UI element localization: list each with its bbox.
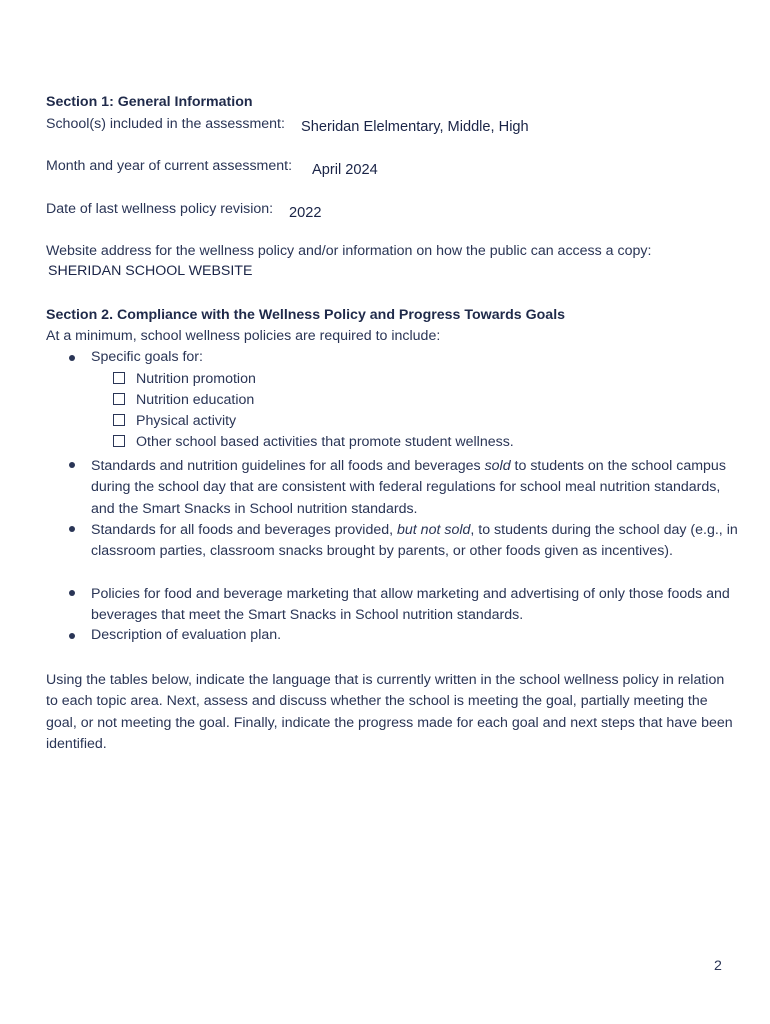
bullet3-emphasis: but not sold: [397, 522, 471, 538]
section2-intro: At a minimum, school wellness policies are required to include:: [46, 328, 441, 344]
checkbox-nutrition-education[interactable]: [113, 393, 125, 405]
website-field[interactable]: SHERIDAN SCHOOL WEBSITE: [48, 263, 253, 279]
bullet-specific-goals: Specific goals for:: [91, 349, 203, 365]
bullet-dot: [69, 462, 75, 468]
month-field[interactable]: April 2024: [312, 162, 378, 178]
page-number: 2: [714, 958, 722, 974]
goal-physical-activity: Physical activity: [136, 413, 237, 429]
bullet-dot: [69, 355, 75, 361]
goal-nutrition-promotion: Nutrition promotion: [136, 371, 256, 387]
instructions-paragraph: Using the tables below, indicate the language that is currently written in the school wellness policy in relation to each topic area. Next, assess and discuss whether the school is meeting the goal, partially meeting the goal, or not meeting the goal. Finally, indicate the progress made for each goal and next steps that have been identified.: [46, 672, 733, 752]
month-label: Month and year of current assessment:: [46, 158, 293, 174]
bullet-evaluation-plan: Description of evaluation plan.: [91, 627, 282, 643]
checkbox-physical-activity[interactable]: [113, 414, 125, 426]
bullet-dot: [69, 590, 75, 596]
revision-field[interactable]: 2022: [289, 205, 322, 221]
bullet2-text-b: to students on the school campus during the school day that are consistent with federal regulations for school meal nutrition standards, and the Smart Snacks in School nutrition standards.: [91, 458, 726, 517]
goal-other-activities: Other school based activities that promote student wellness.: [136, 434, 514, 450]
bullet2-emphasis: sold: [484, 458, 511, 474]
bullet3-text-b: , to students during the school day (e.g., in classroom parties, classroom snacks brought by parents, or other foods given as incentives).: [91, 522, 738, 560]
school-label: School(s) included in the assessment:: [46, 116, 285, 132]
bullet-dot: [69, 633, 75, 639]
revision-label: Date of last wellness policy revision:: [46, 201, 274, 217]
bullet-marketing-policies: Policies for food and beverage marketing that allow marketing and advertising of only those foods and beverages that meet the Smart Snacks in School nutrition standards.: [91, 586, 730, 624]
bullet-standards-not-sold: [91, 520, 741, 563]
checkbox-nutrition-promotion[interactable]: [113, 372, 125, 384]
website-label: Website address for the wellness policy and/or information on how the public can access a copy:: [46, 243, 652, 259]
bullet-dot: [69, 526, 75, 532]
bullet3-text-a: Standards for all foods and beverages provided,: [91, 522, 398, 538]
bullet-standards-sold: [91, 456, 741, 520]
bullet2-text-a: Standards and nutrition guidelines for all foods and beverages: [91, 458, 485, 474]
section2-heading: Section 2. Compliance with the Wellness Policy and Progress Towards Goals: [46, 307, 566, 323]
school-field[interactable]: Sheridan Elelmentary, Middle, High: [301, 119, 529, 135]
goal-nutrition-education: Nutrition education: [136, 392, 255, 408]
checkbox-other-activities[interactable]: [113, 435, 125, 447]
section1-heading: Section 1: General Information: [46, 94, 253, 110]
